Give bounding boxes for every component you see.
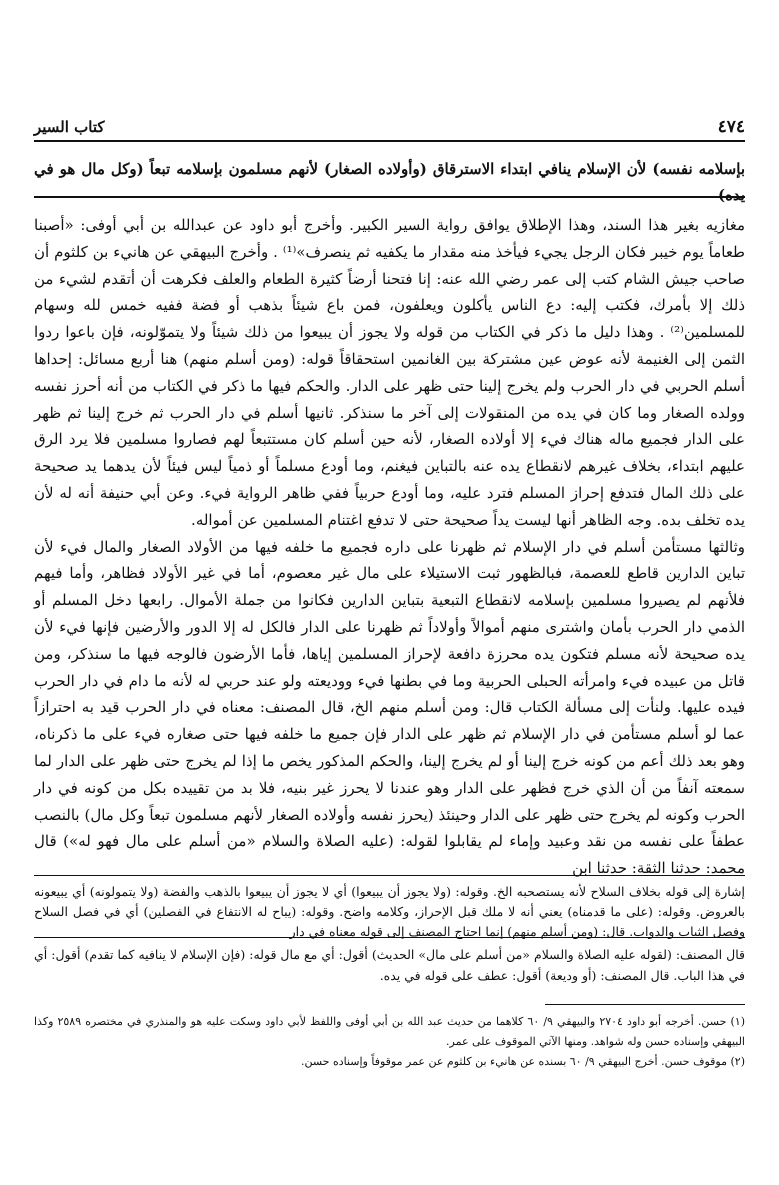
section-divider <box>34 937 745 938</box>
secondary-commentary <box>34 882 745 939</box>
footnote-item: (١) حسن. أخرجه أبو داود ٢٧٠٤ والبيهقي ٩/ ٦٠ كلاهما من حديث عبد الله بن أبي أوفى واللفظ لأبي داود وسكت عليه هو والمنذري في مختصره ٢٥٨٩ وكذا البيهقي وإسناده حسن وله شواهد. ومنها الآتي الموقوف على عمر. <box>34 1015 745 1048</box>
page-number: ٤٧٤ <box>717 117 745 137</box>
running-title: كتاب السير <box>34 118 105 136</box>
matn-line: بإسلامه نفسه) لأن الإسلام ينافي ابتداء الاسترقاق (وأولاده الصغار) لأنهم مسلمون بإسلامه تبعاً (وكل مال هو في يده) <box>34 150 745 198</box>
footnotes <box>34 1012 745 1092</box>
section-divider <box>34 875 745 876</box>
footnote-rule <box>545 1004 745 1005</box>
main-paragraph: مغازيه بغير هذا السند، وهذا الإطلاق يوافق رواية السير الكبير. وأخرج أبو داود عن عبدالله بن أبي أوفى: «أصبنا طعاماً يوم خيبر فكان الرجل يجيء فيأخذ منه مقدار ما يكفيه ثم ينصرف»⁽¹⁾ . وأخرج البيهقي عن هانيء بن كلثوم أن صاحب جيش الشام كتب إلى عمر رضي الله عنه: إنا فتحنا أرضاً كثيرة الطعام والعلف فكرهت أن أتقدم لشيء من ذلك إلا بأمرك، فكتب إليه: دع الناس يأكلون ويعلفون، فمن باع شيئاً بذهب أو فضة ففيه خمس لله وسهام للمسلمين⁽²⁾ . وهذا دليل ما ذكر في الكتاب من قوله ولا يجوز أن يبيعوا من ذلك شيئاً ولا يتموّلونه، فإن باعوا ردوا الثمن إلى الغنيمة لأنه عوض عين مشتركة بين الغانمين استحقاقاً قوله: (ومن أسلم منهم) هنا أربع مسائل: إحداها أسلم الحربي في دار الحرب ولم يخرج إلينا حتى ظهر على الدار. والحكم فيها ما ذكر في الكتاب من أنه أحرز نفسه وولده الصغار وما كان في يده من المنقولات إلى آخر ما سنذكر. ثانيها أسلم في دار الحرب ثم خرج إلينا ثم ظهر على الدار فجميع ماله هناك فيء إلا أولاده الصغار، لأنه حين أسلم كان مستتبعاً لهم فصاروا مسلمين فلا يرد الرق عليهم ابتداء، بخلاف غيرهم لانقطاع يده عنه بالتباين فيغنم، وما أودع مسلماً أو ذمياً ليس فيئاً لأن يدهما يد صحيحة على ذلك المال فتدفع إحراز المسلم فترد عليه، وما أودع حربياً ففي ظاهر الرواية فيء. وعن أبي حنيفة أنه له لأن يده تخلف بده. وجه الظاهر أنها ليست يداً صحيحة حتى لا تدفع اغتنام المسلمين عن أمواله. <box>34 216 745 529</box>
page-header <box>34 112 745 142</box>
footnote-item: (٢) موقوف حسن. أخرج البيهقي ٩/ ٦٠ بسنده عن هانيء بن كلثوم عن عمر موقوفاً وإسناده حسن. <box>300 1055 745 1068</box>
main-commentary-text <box>34 212 745 878</box>
gloss-paragraph: قال المصنف: (لقوله عليه الصلاة والسلام «من أسلم على مال» الحديث) أقول: أي مع مال قوله: (فإن الإسلام لا ينافيه كما تقدم) أقول: أي في هذا الباب. قال المصنف: (أو وديعة) أقول: عطف على قوله في يده. <box>34 947 745 983</box>
main-paragraph: وثالثها مستأمن أسلم في دار الإسلام ثم ظهرنا على داره فجميع ما خلفه فيها من الأولاد الصغار والمال فيء لأن تباين الدارين قاطع للعصمة، فبالظهور ثبت الاستيلاء على مال غير معصوم، أما في غير الأولاد فظاهر، وأما فيهم فلأنهم لم يصيروا مسلمين بإسلامه لانقطاع التبعية بتباين الدارين فكانوا من جملة الأموال. رابعها دخل المسلم أو الذمي دار الحرب بأمان واشترى منهم أموالاً وأولاداً ثم ظهرنا على الدار فالكل له إلا الدور والأرضين فإنها فيء لأن يده صحيحة لأنه مسلم فتكون يده محرزة دافعة لإحراز المسلمين إياها، فأما الأرضون فالوجه فيها ما سنذكر، ومن قاتل من عبيده فيء وامرأته الحبلى الحربية وما في بطنها فيء ووديعته ولو عند حربي له لأنه ما دام في دار الحرب فيده عليها. ولنأت إلى مسألة الكتاب قال: ومن أسلم منهم الخ، قال المصنف: معناه في دار الحرب قيد به احترازاً عما لو أسلم مستأمن في دار الإسلام ثم ظهر على الدار فإن جميع ما خلفه فيها حتى صغاره فيء على ما ذكرناه، وهو بعد ذلك أعم من كونه خرج إلينا أو لم يخرج إلينا، والحكم المذكور يخص ما إذا لم يخرج حتى ظهر على الدار لما سمعته آنفاً من أن الذي خرج فظهر على الدار وهو عندنا لا يحرز غير بنيه، فلا بد من تقييده بكل من كونه في دار الحرب وكونه لم يخرج حتى ظهر على الدار وحينئذ (يحرز نفسه وأولاده الصغار لأنهم مسلمون تبعاً وكل مال) بالنصب عطفاً على نفسه من نقد وعبيد وإماء لم يقابلوا لقوله: (عليه الصلاة والسلام «من أسلم على مال فهو له») قال محمد: حدثنا الثقة: حدثنا ابن <box>34 537 745 878</box>
gloss-commentary <box>34 944 745 994</box>
commentary-paragraph: إشارة إلى قوله بخلاف السلاح لأنه يستصحبه الخ. وقوله: (ولا يجوز أن يبيعوا) أي لا يجوز أن يبيعوا بالذهب والفضة (ولا يتمولونه) أي يبيعونه بالعروض. وقوله: (على ما قدمناه) يعني أنه لا ملك قبل الإحراز، وكلامه واضح. وقوله: (يباح له الانتفاع في الفصلين) أي في فصل السلاح وفصل الثياب والدواب. قال: (ومن أسلم منهم) إنما احتاج المصنف إلى قوله معناه في دار <box>34 884 745 939</box>
